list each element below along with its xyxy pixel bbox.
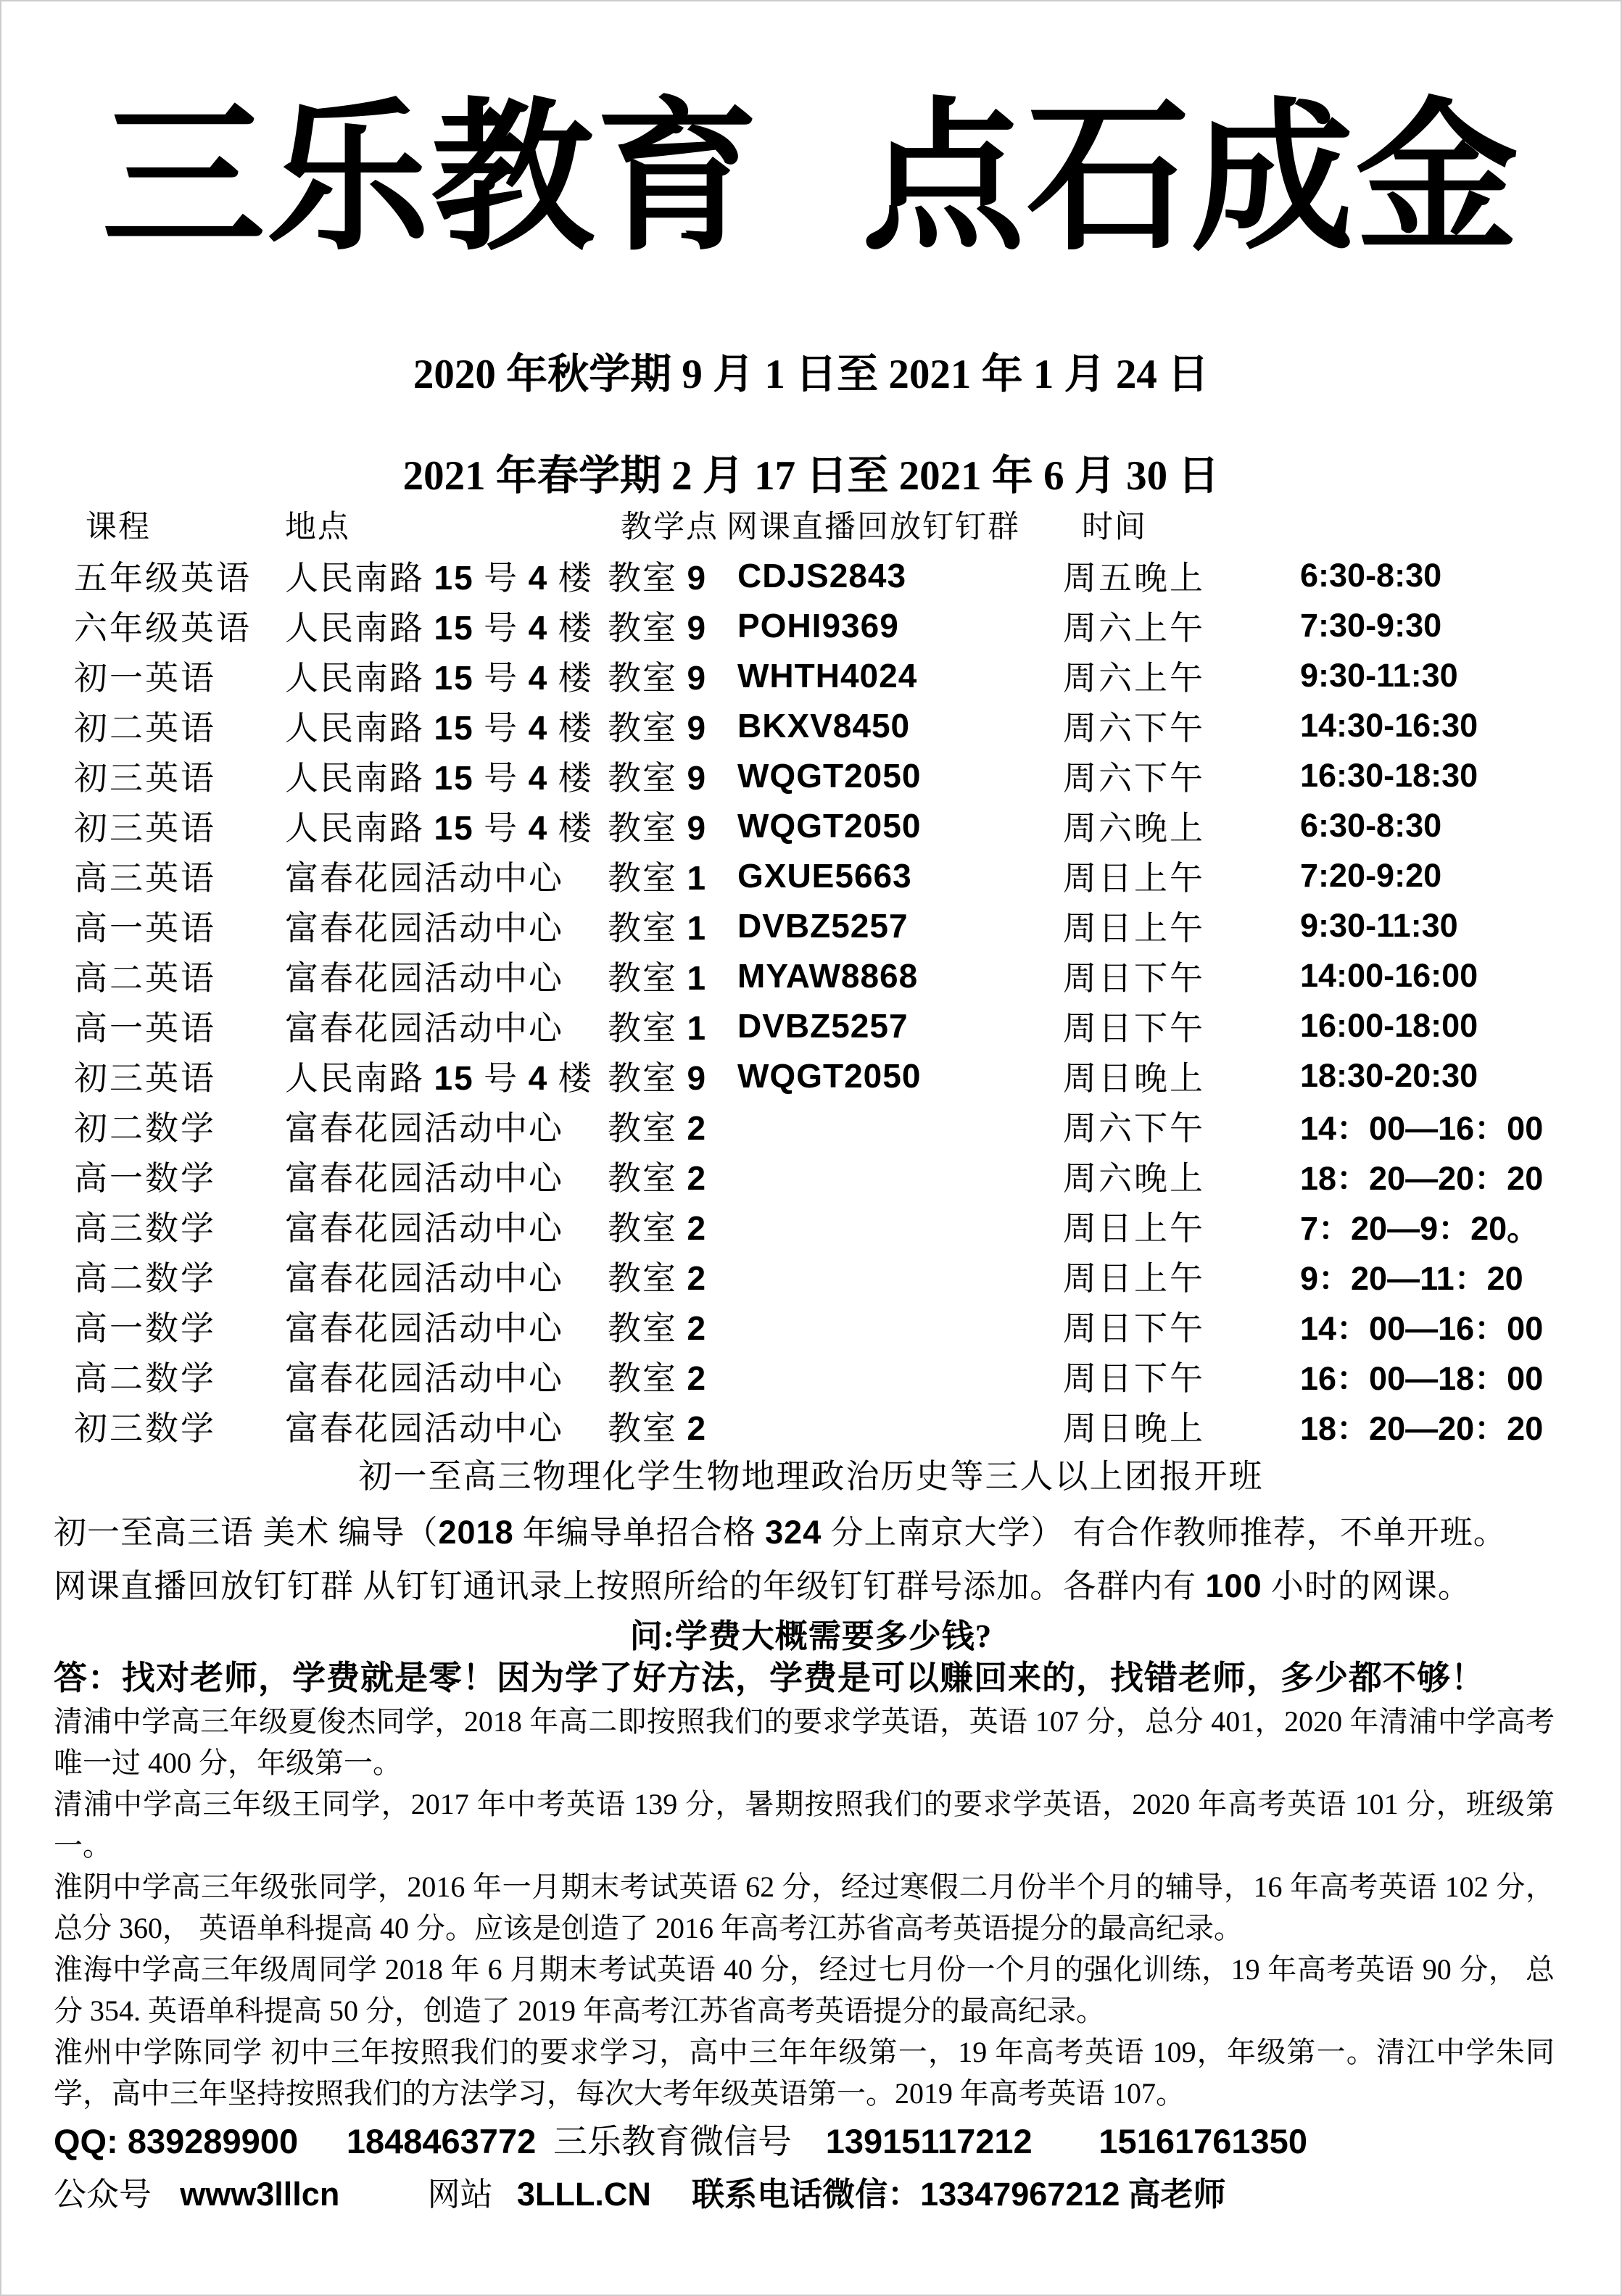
header-cell-course: 课程 xyxy=(86,510,151,544)
cell-location: 富春花园活动中心 xyxy=(285,1409,563,1447)
cell-day: 周日上午 xyxy=(1063,1259,1205,1297)
cell-location: 人民南路 15 号 4 楼 xyxy=(285,608,593,647)
testimonial-paragraph: 淮海中学高三年级周同学 2018 年 6 月期末考试英语 40 分，经过七月份一个月的强化训练，19 年高考英语 90 分， 总分 354. 英语单科提高 50 分，创造了 2019 年高考江苏省高考英语提分的最高纪录。 xyxy=(54,1953,1555,2027)
cell-time: 16:00-18:00 xyxy=(1300,1006,1478,1044)
cell-room: 教室 2 xyxy=(608,1309,708,1347)
cell-location: 富春花园活动中心 xyxy=(285,859,563,897)
cell-day: 周六晚上 xyxy=(1063,809,1205,847)
cell-time: 14：00—16：00 xyxy=(1300,1310,1544,1347)
cell-room: 教室 9 xyxy=(608,708,708,747)
cell-time: 7:20-9:20 xyxy=(1300,856,1442,894)
cell-course: 六年级英语 xyxy=(74,609,252,647)
cell-time: 7:30-9:30 xyxy=(1300,606,1442,644)
cell-day: 周日下午 xyxy=(1063,1009,1205,1047)
schedule-row xyxy=(74,1251,1622,1301)
schedule-row xyxy=(74,900,1622,950)
cell-course: 高一数学 xyxy=(74,1159,216,1197)
cell-location: 人民南路 15 号 4 楼 xyxy=(285,558,593,597)
cell-course: 高二数学 xyxy=(74,1259,216,1297)
cell-day: 周日下午 xyxy=(1063,1359,1205,1397)
cell-room: 教室 9 xyxy=(608,758,708,797)
cell-day: 周日上午 xyxy=(1063,1209,1205,1247)
cell-day: 周日上午 xyxy=(1063,859,1205,897)
cell-time: 9:30-11:30 xyxy=(1300,656,1458,694)
page-title xyxy=(1,56,1621,302)
cell-location: 富春花园活动中心 xyxy=(285,909,563,947)
semester-dates-line-2: 2021 年春学期 2 月 17 日至 2021 年 6 月 30 日 xyxy=(402,453,1220,499)
schedule-row xyxy=(74,550,1622,600)
cell-location: 富春花园活动中心 xyxy=(285,1159,563,1197)
cell-time: 16：00—18：00 xyxy=(1300,1360,1544,1397)
cell-dingtalk-group: WQGT2050 xyxy=(737,806,922,845)
schedule-row xyxy=(74,650,1622,700)
cell-room: 教室 2 xyxy=(608,1159,708,1197)
note-art-programs: 初一至高三语 美术 编导（2018 年编导单招合格 324 分上南京大学） 有合作教师推荐，不单开班。 xyxy=(54,1514,1507,1551)
cell-time: 6:30-8:30 xyxy=(1300,556,1442,594)
cell-location: 富春花园活动中心 xyxy=(285,1209,563,1247)
schedule-row xyxy=(74,750,1622,800)
schedule-row xyxy=(74,1050,1622,1101)
schedule-row xyxy=(74,1101,1622,1151)
cell-room: 教室 9 xyxy=(608,808,708,847)
cell-course: 五年级英语 xyxy=(74,559,252,597)
cell-day: 周五晚上 xyxy=(1063,559,1205,597)
cell-course: 初三英语 xyxy=(74,759,216,797)
official-account-label: 公众号 xyxy=(54,2176,152,2213)
qq-number-1: QQ: 839289900 xyxy=(54,2122,299,2160)
cell-day: 周日晚上 xyxy=(1063,1059,1205,1097)
wechat-number-1: 13915117212 xyxy=(825,2122,1033,2160)
schedule-row xyxy=(74,950,1622,1000)
cell-room: 教室 2 xyxy=(608,1359,708,1397)
cell-room: 教室 2 xyxy=(608,1259,708,1297)
schedule-row xyxy=(74,600,1622,650)
semester-dates-line-1: 2020 年秋学期 9 月 1 日至 2021 年 1 月 24 日 xyxy=(413,352,1209,397)
cell-room: 教室 1 xyxy=(608,908,708,947)
cell-dingtalk-group: GXUE5663 xyxy=(737,856,912,895)
teacher-name: 高老师 xyxy=(1127,2176,1226,2213)
cell-day: 周日上午 xyxy=(1063,909,1205,947)
cell-dingtalk-group: MYAW8868 xyxy=(737,956,919,995)
cell-course: 高一英语 xyxy=(74,909,216,947)
testimonials xyxy=(54,1701,1555,2114)
cell-time: 18：20—20：20 xyxy=(1300,1160,1544,1197)
cell-course: 初三英语 xyxy=(74,809,216,847)
cell-time: 16:30-18:30 xyxy=(1300,756,1478,794)
cell-time: 18:30-20:30 xyxy=(1300,1056,1478,1094)
header-cell-dingtalk-group: 网课直播回放钉钉群 xyxy=(727,510,1020,544)
cell-room: 教室 9 xyxy=(608,1058,708,1097)
cell-room: 教室 2 xyxy=(608,1409,708,1447)
cell-dingtalk-group: BKXV8450 xyxy=(737,706,911,745)
contact-footer-line xyxy=(54,2173,1226,2216)
question-line: 问:学费大概需要多少钱? xyxy=(629,1618,993,1654)
cell-day: 周日晚上 xyxy=(1063,1409,1205,1447)
testimonial-paragraph: 清浦中学高三年级王同学，2017 年中考英语 139 分，暑期按照我们的要求学英语，2020 年高考英语 101 分，班级第一。 xyxy=(54,1788,1555,1862)
cell-dingtalk-group: WQGT2050 xyxy=(737,1056,922,1095)
cell-room: 教室 1 xyxy=(608,1008,708,1047)
testimonial-paragraph: 清浦中学高三年级夏俊杰同学，2018 年高二即按照我们的要求学英语，英语 107 分，总分 401，2020 年清浦中学高考唯一过 400 分，年级第一。 xyxy=(54,1705,1555,1779)
cell-course: 初三英语 xyxy=(74,1059,216,1097)
cell-location: 人民南路 15 号 4 楼 xyxy=(285,808,593,847)
cell-room: 教室 2 xyxy=(608,1108,708,1147)
cell-dingtalk-group: WHTH4024 xyxy=(737,656,918,695)
cell-location: 富春花园活动中心 xyxy=(285,1109,563,1147)
semester-dates xyxy=(1,324,1621,527)
cell-dingtalk-group: POHI9369 xyxy=(737,606,899,645)
cell-room: 教室 9 xyxy=(608,608,708,647)
cell-dingtalk-group: WQGT2050 xyxy=(737,756,922,795)
cell-day: 周六上午 xyxy=(1063,609,1205,647)
testimonial-paragraph: 淮阴中学高三年级张同学，2016 年一月期末考试英语 62 分，经过寒假二月份半个月的辅导，16 年高考英语 102 分，总分 360， 英语单科提高 40 分。应该是创造了 2016 年高考江苏省高考英语提分的最高纪录。 xyxy=(54,1870,1555,1944)
qq-number-2: 1848463772 xyxy=(346,2122,537,2160)
testimonial-paragraph: 淮州中学陈同学 初中三年按照我们的要求学习，高中三年年级第一，19 年高考英语 109，年级第一。清江中学朱同学，高中三年坚持按照我们的方法学习，每次大考年级英语第一。2019 年高考英语 107。 xyxy=(54,2036,1555,2110)
official-account-id: www3lllcn xyxy=(180,2176,340,2213)
cell-dingtalk-group: CDJS2843 xyxy=(737,556,907,594)
cell-day: 周六下午 xyxy=(1063,709,1205,747)
cell-time: 14:30-16:30 xyxy=(1300,706,1478,744)
cell-room: 教室 1 xyxy=(608,858,708,897)
page-title-right: 点石成金 xyxy=(861,88,1520,270)
cell-location: 人民南路 15 号 4 楼 xyxy=(285,1058,593,1097)
cell-location: 富春花园活动中心 xyxy=(285,1259,563,1297)
cell-course: 初二数学 xyxy=(74,1109,216,1147)
cell-day: 周日下午 xyxy=(1063,1309,1205,1347)
cell-location: 人民南路 15 号 4 楼 xyxy=(285,758,593,797)
contact-phone-number: 13347967212 xyxy=(920,2176,1120,2213)
cell-location: 富春花园活动中心 xyxy=(285,1309,563,1347)
schedule-header-row xyxy=(74,498,1622,550)
contact-qq-line xyxy=(54,2120,1307,2164)
header-cell-time: 时间 xyxy=(1082,510,1147,544)
cell-course: 高三英语 xyxy=(74,859,216,897)
website-url: 3LLL.CN xyxy=(516,2176,651,2213)
cell-location: 富春花园活动中心 xyxy=(285,1359,563,1397)
cell-time: 14:00-16:00 xyxy=(1300,956,1478,994)
wechat-number-2: 15161761350 xyxy=(1098,2122,1307,2160)
cell-course: 高二英语 xyxy=(74,959,216,997)
cell-course: 初二英语 xyxy=(74,709,216,747)
cell-location: 人民南路 15 号 4 楼 xyxy=(285,658,593,697)
cell-location: 富春花园活动中心 xyxy=(285,1009,563,1047)
wechat-label: 三乐教育微信号 xyxy=(553,2123,792,2161)
schedule-row xyxy=(74,700,1622,750)
contact-phone-label: 联系电话微信： xyxy=(692,2176,921,2213)
schedule-row xyxy=(74,1301,1622,1351)
cell-course: 高二数学 xyxy=(74,1359,216,1397)
schedule-row xyxy=(74,850,1622,900)
cell-dingtalk-group: DVBZ5257 xyxy=(737,906,909,945)
cell-room: 教室 9 xyxy=(608,658,708,697)
cell-room: 教室 9 xyxy=(608,558,708,597)
cell-dingtalk-group: DVBZ5257 xyxy=(737,1006,909,1045)
cell-location: 富春花园活动中心 xyxy=(285,959,563,997)
cell-day: 周六上午 xyxy=(1063,659,1205,697)
header-cell-room: 教学点 xyxy=(621,510,719,544)
cell-course: 高一英语 xyxy=(74,1009,216,1047)
schedule-table xyxy=(74,498,1622,1451)
header-cell-location: 地点 xyxy=(285,510,350,544)
cell-time: 18：20—20：20 xyxy=(1300,1410,1544,1447)
schedule-body xyxy=(74,550,1622,1451)
cell-day: 周六下午 xyxy=(1063,1109,1205,1147)
cell-course: 初三数学 xyxy=(74,1409,216,1447)
cell-time: 9：20—11：20 xyxy=(1300,1260,1523,1297)
note-dingtalk-groups: 网课直播回放钉钉群 从钉钉通讯录上按照所给的年级钉钉群号添加。各群内有 100 小时的网课。 xyxy=(54,1567,1471,1604)
schedule-row xyxy=(74,1000,1622,1050)
cell-room: 教室 1 xyxy=(608,958,708,997)
website-label: 网站 xyxy=(427,2176,493,2213)
schedule-row xyxy=(74,1151,1622,1201)
cell-time: 6:30-8:30 xyxy=(1300,806,1442,844)
schedule-row xyxy=(74,1401,1622,1451)
cell-course: 高一数学 xyxy=(74,1309,216,1347)
cell-course: 初一英语 xyxy=(74,659,216,697)
schedule-row xyxy=(74,1351,1622,1401)
answer-line: 答：找对老师，学费就是零！因为学了好方法，学费是可以赚回来的，找错老师，多少都不够！ xyxy=(54,1659,1485,1696)
cell-day: 周六下午 xyxy=(1063,759,1205,797)
cell-day: 周六晚上 xyxy=(1063,1159,1205,1197)
schedule-row xyxy=(74,800,1622,850)
note-group-enrollment: 初一至高三物理化学生物地理政治历史等三人以上团报开班 xyxy=(358,1458,1264,1495)
cell-time: 9:30-11:30 xyxy=(1300,906,1458,944)
cell-course: 高三数学 xyxy=(74,1209,216,1247)
cell-room: 教室 2 xyxy=(608,1209,708,1247)
page-title-left: 三乐教育 xyxy=(102,88,761,270)
schedule-row xyxy=(74,1201,1622,1251)
cell-time: 7：20—9：20。 xyxy=(1300,1210,1540,1247)
cell-location: 人民南路 15 号 4 楼 xyxy=(285,708,593,747)
cell-day: 周日下午 xyxy=(1063,959,1205,997)
cell-time: 14：00—16：00 xyxy=(1300,1110,1544,1147)
